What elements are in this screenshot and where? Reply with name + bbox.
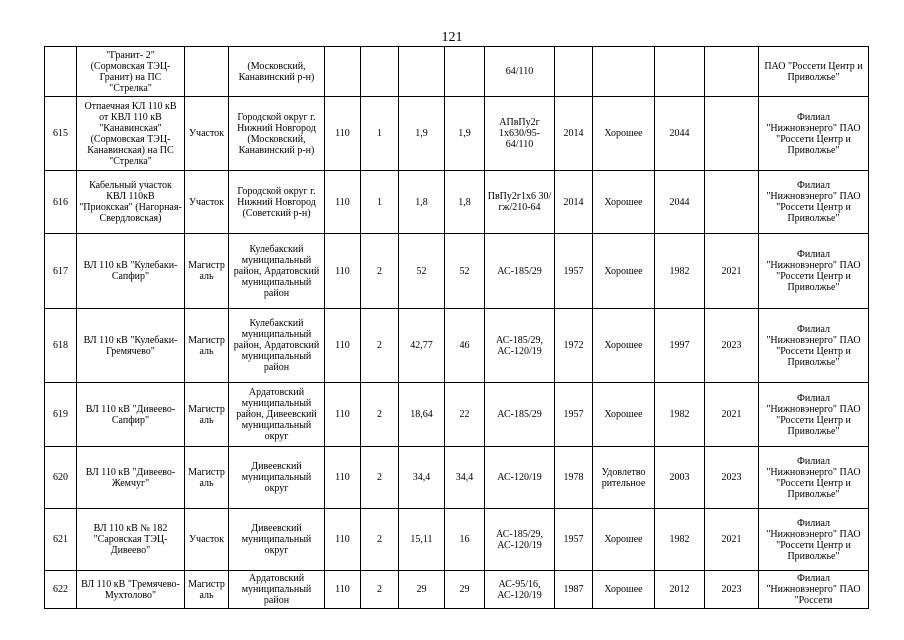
cell-year: 2014	[555, 97, 593, 171]
cell-length2: 22	[445, 383, 485, 447]
cell-year-fact	[705, 171, 759, 234]
power-lines-table	[44, 46, 869, 609]
cell-year-plan: 2012	[655, 571, 705, 609]
table-row	[45, 47, 869, 97]
cell-year-fact: 2023	[705, 447, 759, 509]
cell-no: 620	[45, 447, 77, 509]
cell-location: (Московский, Канавинский р-н)	[229, 47, 325, 97]
cell-length1: 52	[399, 234, 445, 309]
cell-circuits	[361, 47, 399, 97]
cell-voltage: 110	[325, 234, 361, 309]
cell-name: ВЛ 110 кВ "Кулебаки-Сапфир"	[77, 234, 185, 309]
cell-length1: 1,8	[399, 171, 445, 234]
cell-voltage: 110	[325, 383, 361, 447]
cell-wire: ПвПу2г1х6 30/гж/210-64	[485, 171, 555, 234]
cell-wire: АС-95/16, АС-120/19	[485, 571, 555, 609]
cell-type: Магистр аль	[185, 571, 229, 609]
table-row	[45, 171, 869, 234]
cell-year: 1957	[555, 509, 593, 571]
cell-year-fact: 2021	[705, 509, 759, 571]
cell-no: 621	[45, 509, 77, 571]
cell-location: Городской округ г. Нижний Новгород (Советский р-н)	[229, 171, 325, 234]
cell-wire: АС-185/29	[485, 383, 555, 447]
cell-circuits: 1	[361, 171, 399, 234]
cell-state: Хорошее	[593, 97, 655, 171]
cell-name: Отпаечная КЛ 110 кВ от КВЛ 110 кВ "Канавинская" (Сормовская ТЭЦ-Канавинская) на ПС "Стрелка"	[77, 97, 185, 171]
cell-type: Магистр аль	[185, 383, 229, 447]
cell-voltage: 110	[325, 571, 361, 609]
cell-state: Хорошее	[593, 171, 655, 234]
cell-wire: АПвПу2г 1х630/95-64/110	[485, 97, 555, 171]
table-row	[45, 309, 869, 383]
cell-no: 616	[45, 171, 77, 234]
cell-owner: Филиал "Нижновэнерго" ПАО "Россети Центр и Приволжье"	[759, 447, 869, 509]
cell-year-fact: 2021	[705, 383, 759, 447]
cell-no	[45, 47, 77, 97]
cell-year-plan: 1982	[655, 509, 705, 571]
cell-circuits: 2	[361, 447, 399, 509]
cell-type: Магистр аль	[185, 234, 229, 309]
cell-name: ВЛ 110 кВ "Кулебаки-Гремячево"	[77, 309, 185, 383]
cell-type: Магистр аль	[185, 447, 229, 509]
cell-year: 1957	[555, 383, 593, 447]
cell-voltage	[325, 47, 361, 97]
cell-circuits: 1	[361, 97, 399, 171]
cell-state: Хорошее	[593, 383, 655, 447]
cell-state	[593, 47, 655, 97]
cell-year-fact: 2023	[705, 309, 759, 383]
cell-year-plan: 1982	[655, 383, 705, 447]
cell-wire: АС-185/29	[485, 234, 555, 309]
cell-length1: 34,4	[399, 447, 445, 509]
cell-voltage: 110	[325, 447, 361, 509]
cell-name: ВЛ 110 кВ № 182 "Саровская ТЭЦ-Дивеево"	[77, 509, 185, 571]
cell-location: Дивеевский муниципальный округ	[229, 509, 325, 571]
cell-no: 617	[45, 234, 77, 309]
cell-location: Дивеевский муниципальный округ	[229, 447, 325, 509]
table-row	[45, 97, 869, 171]
cell-year: 2014	[555, 171, 593, 234]
cell-voltage: 110	[325, 509, 361, 571]
cell-year-plan: 2003	[655, 447, 705, 509]
cell-length1: 29	[399, 571, 445, 609]
cell-length1	[399, 47, 445, 97]
cell-year-plan	[655, 47, 705, 97]
cell-voltage: 110	[325, 171, 361, 234]
cell-length1: 42,77	[399, 309, 445, 383]
cell-length2: 16	[445, 509, 485, 571]
cell-voltage: 110	[325, 97, 361, 171]
table-row	[45, 509, 869, 571]
cell-no: 615	[45, 97, 77, 171]
cell-circuits: 2	[361, 383, 399, 447]
cell-state: Хорошее	[593, 309, 655, 383]
cell-length2: 52	[445, 234, 485, 309]
cell-wire: АС-120/19	[485, 447, 555, 509]
table-row	[45, 571, 869, 609]
cell-owner: ПАО "Россети Центр и Приволжье"	[759, 47, 869, 97]
cell-circuits: 2	[361, 234, 399, 309]
cell-type	[185, 47, 229, 97]
cell-owner: Филиал "Нижновэнерго" ПАО "Россети Центр и Приволжье"	[759, 234, 869, 309]
cell-wire: 64/110	[485, 47, 555, 97]
cell-no: 622	[45, 571, 77, 609]
cell-year-plan: 2044	[655, 171, 705, 234]
cell-length2: 46	[445, 309, 485, 383]
cell-length2: 1,8	[445, 171, 485, 234]
page-number: 121	[441, 30, 463, 45]
cell-wire: АС-185/29, АС-120/19	[485, 309, 555, 383]
cell-length1: 18,64	[399, 383, 445, 447]
cell-location: Ардатовский муниципальный район	[229, 571, 325, 609]
cell-name: ВЛ 110 кВ "Гремячево-Мухтолово"	[77, 571, 185, 609]
cell-length2: 34,4	[445, 447, 485, 509]
cell-length1: 1,9	[399, 97, 445, 171]
cell-length1: 15,11	[399, 509, 445, 571]
cell-state: Хорошее	[593, 509, 655, 571]
cell-length2	[445, 47, 485, 97]
cell-location: Городской округ г. Нижний Новгород (Московский, Канавинский р-н)	[229, 97, 325, 171]
cell-type: Участок	[185, 97, 229, 171]
cell-name: ВЛ 110 кВ "Дивеево-Сапфир"	[77, 383, 185, 447]
cell-location: Кулебакский муниципальный район, Ардатовский муниципальный район	[229, 234, 325, 309]
cell-type: Участок	[185, 509, 229, 571]
cell-name: Кабельный участок КВЛ 110кВ "Приокская" (Нагорная-Свердловская)	[77, 171, 185, 234]
table-row	[45, 447, 869, 509]
cell-location: Ардатовский муниципальный район, Дивеевский муниципальный округ	[229, 383, 325, 447]
cell-year-plan: 1982	[655, 234, 705, 309]
cell-no: 619	[45, 383, 77, 447]
cell-type: Участок	[185, 171, 229, 234]
table-row	[45, 383, 869, 447]
cell-owner: Филиал "Нижновэнерго" ПАО "Россети Центр и Приволжье"	[759, 383, 869, 447]
cell-length2: 29	[445, 571, 485, 609]
cell-circuits: 2	[361, 509, 399, 571]
cell-owner: Филиал "Нижновэнерго" ПАО "Россети Центр и Приволжье"	[759, 309, 869, 383]
table-row	[45, 234, 869, 309]
cell-owner: Филиал "Нижновэнерго" ПАО "Россети	[759, 571, 869, 609]
cell-year-plan: 2044	[655, 97, 705, 171]
cell-year: 1987	[555, 571, 593, 609]
cell-type: Магистр аль	[185, 309, 229, 383]
cell-wire: АС-185/29, АС-120/19	[485, 509, 555, 571]
cell-year-fact	[705, 97, 759, 171]
cell-owner: Филиал "Нижновэнерго" ПАО "Россети Центр и Приволжье"	[759, 171, 869, 234]
cell-no: 618	[45, 309, 77, 383]
cell-circuits: 2	[361, 309, 399, 383]
cell-state: Хорошее	[593, 571, 655, 609]
cell-year-fact: 2021	[705, 234, 759, 309]
cell-location: Кулебакский муниципальный район, Ардатовский муниципальный район	[229, 309, 325, 383]
cell-year: 1957	[555, 234, 593, 309]
cell-year: 1978	[555, 447, 593, 509]
cell-year-fact: 2023	[705, 571, 759, 609]
cell-name: "Гранит- 2" (Сормовская ТЭЦ-Гранит) на ПС "Стрелка"	[77, 47, 185, 97]
cell-voltage: 110	[325, 309, 361, 383]
cell-owner: Филиал "Нижновэнерго" ПАО "Россети Центр и Приволжье"	[759, 97, 869, 171]
cell-year-fact	[705, 47, 759, 97]
cell-state: Удовлетво рительное	[593, 447, 655, 509]
cell-circuits: 2	[361, 571, 399, 609]
cell-state: Хорошее	[593, 234, 655, 309]
cell-owner: Филиал "Нижновэнерго" ПАО "Россети Центр и Приволжье"	[759, 509, 869, 571]
cell-length2: 1,9	[445, 97, 485, 171]
cell-year: 1972	[555, 309, 593, 383]
cell-name: ВЛ 110 кВ "Дивеево-Жемчуг"	[77, 447, 185, 509]
cell-year	[555, 47, 593, 97]
cell-year-plan: 1997	[655, 309, 705, 383]
